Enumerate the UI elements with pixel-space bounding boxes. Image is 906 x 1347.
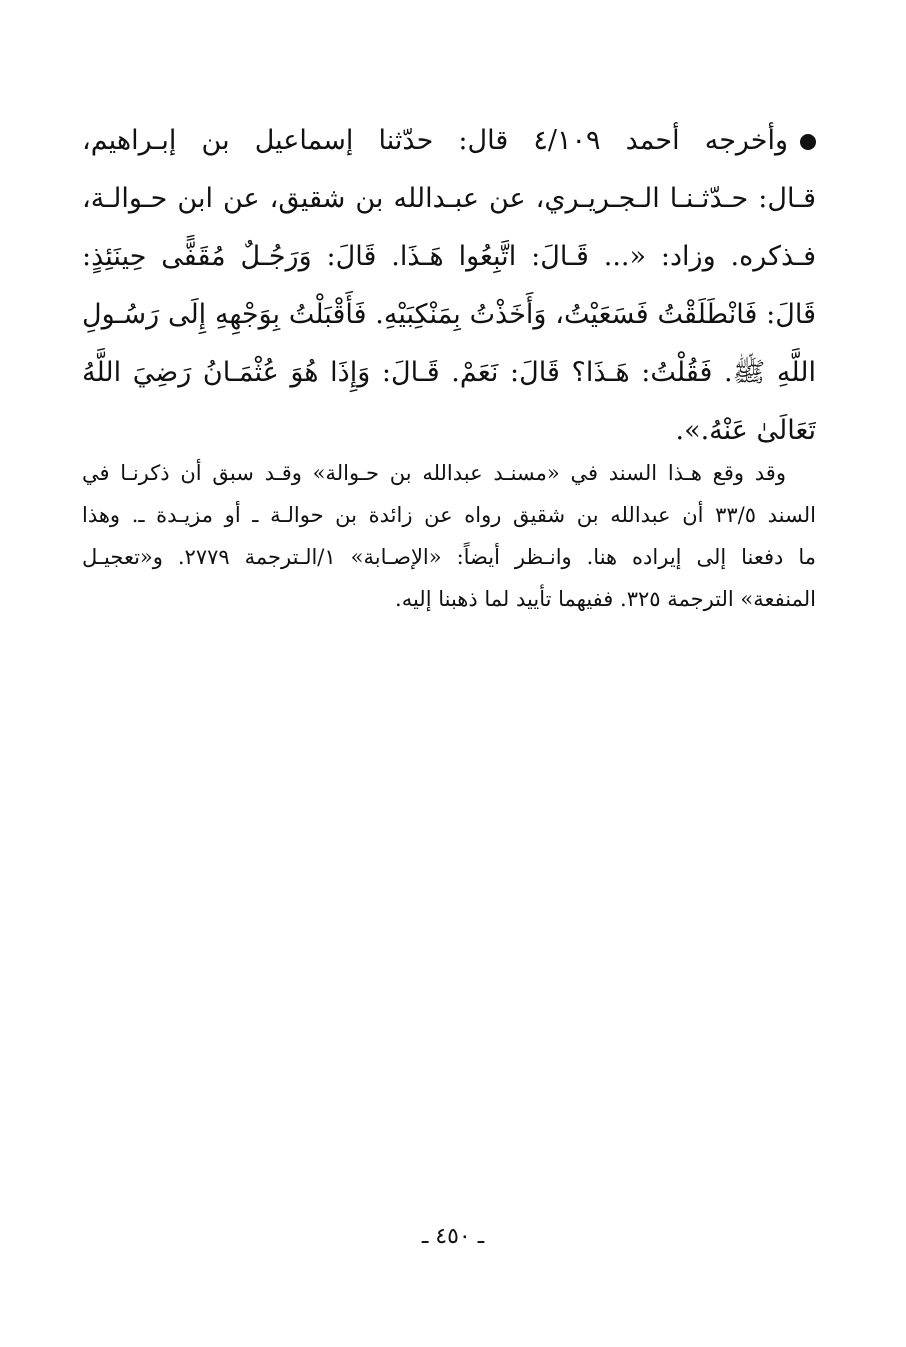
note-line: وقد وقع هـذا السند في «مسنـد عبدالله بن حـوالة» وقـد سبق أن ذكرنـا في	[82, 461, 786, 485]
note-line: ما دفعنا إلى إيراده هنا. وانـظر أيضاً: «الإصـابة» ١/الـترجمة ٢٧٧٩. و«تعجيـل	[82, 545, 816, 569]
main-text-line: قَالَ: فَانْطَلَقْتُ فَسَعَيْتُ، وَأَخَذْتُ بِمَنْكِبَيْهِ. فَأَقْبَلْتُ بِوَجْهِهِ إِلَى رَسُـولِ	[82, 299, 816, 330]
main-text-line: تَعَالَىٰ عَنْهُ.».	[675, 415, 816, 446]
main-text-line: فـذكره. وزاد: «... قَـالَ: اتَّبِعُوا هَـذَا. قَالَ: وَرَجُـلٌ مُقَفًّى حِينَئِذٍ:	[82, 241, 816, 272]
note-line: السند ٣٣/٥ أن عبدالله بن شقيق رواه عن زائدة بن حوالـة ـ أو مزيـدة ـ. وهذا	[82, 503, 816, 527]
main-text-line: قـال: حـدّثـنـا الـجـريـري، عن عبـدالله بن شقيق، عن ابن حـوالـة،	[82, 183, 816, 214]
bullet-icon	[800, 134, 816, 150]
main-text-line: وأخرجه أحمد ٤/١٠٩ قال: حدّثنا إسماعيل بن إبـراهيم،	[82, 112, 816, 170]
note-line: المنفعة» الترجمة ٣٢٥. ففيهما تأييد لما ذهبنا إليه.	[395, 587, 816, 611]
page-number: ـ ٤٥٠ ـ	[421, 1224, 485, 1249]
main-text-line: اللَّهِ ﷺ. فَقُلْتُ: هَـذَا؟ قَالَ: نَعَمْ. قَـالَ: وَإِذَا هُوَ عُثْمَـانُ رَضِيَ اللَّهُ	[82, 357, 816, 388]
editor-note-block	[82, 452, 816, 620]
main-text-block	[82, 112, 816, 460]
